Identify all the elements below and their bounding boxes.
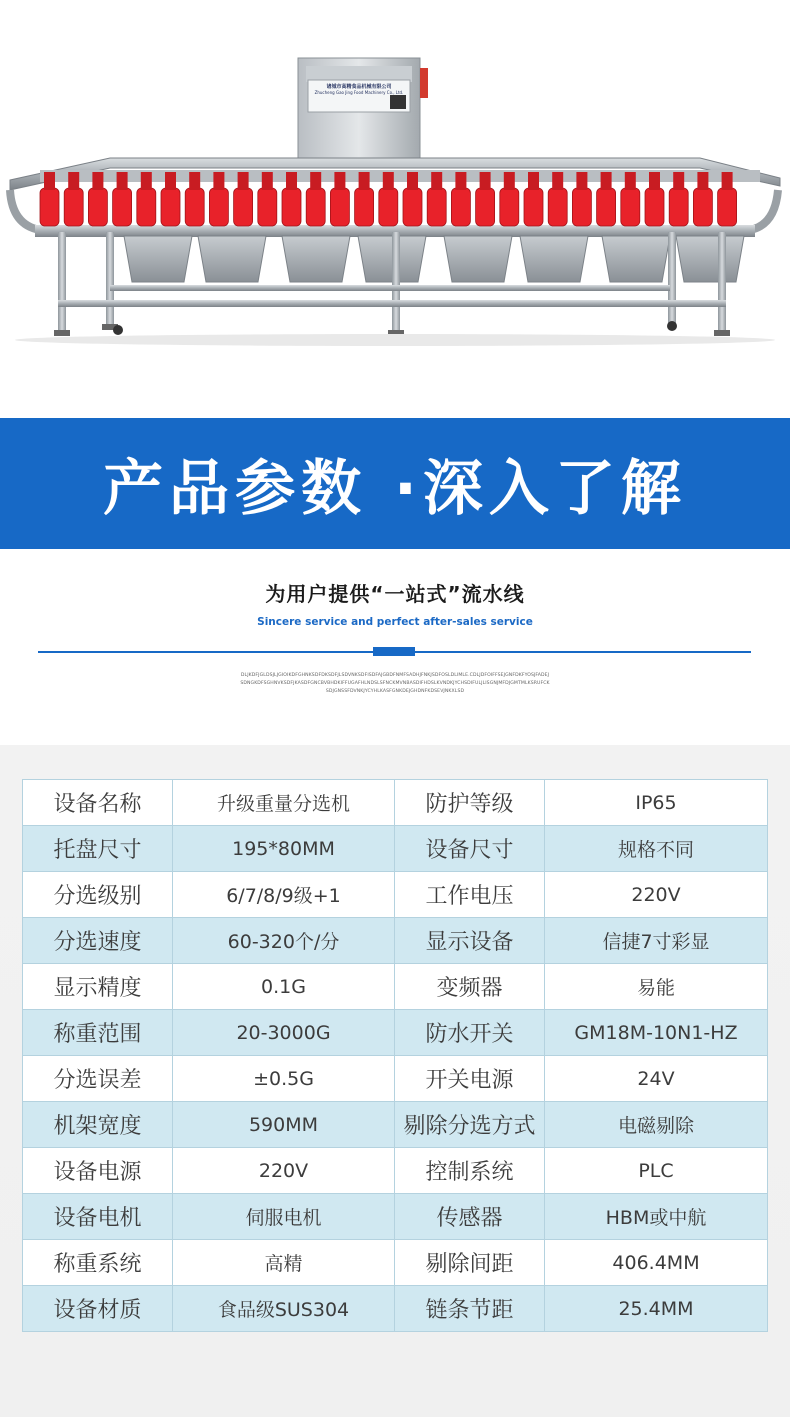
red-tray-row <box>40 172 737 226</box>
bin <box>602 236 670 282</box>
spec-table <box>22 779 768 1332</box>
spec-value: 25.4MM <box>545 1286 768 1332</box>
spec-value: 60-320个/分 <box>173 918 395 964</box>
spec-label: 机架宽度 <box>23 1102 173 1148</box>
spec-value: 220V <box>545 872 768 918</box>
banner-title: 产品参数 ·深入了解 <box>103 453 687 524</box>
subtitle-english: Sincere service and perfect after-sales service <box>257 616 533 628</box>
spec-label: 分选级别 <box>23 872 173 918</box>
spec-value: 易能 <box>545 964 768 1010</box>
spec-label: 托盘尺寸 <box>23 826 173 872</box>
weight-sorter-machine-illustration <box>0 0 790 418</box>
spec-label: 开关电源 <box>395 1056 545 1102</box>
nameplate-en: Zhucheng Gao Jing Food Machinery Co., Ltd. <box>314 90 404 95</box>
section-banner <box>0 418 790 549</box>
spec-value: 6/7/8/9级+1 <box>173 872 395 918</box>
spec-label: 分选误差 <box>23 1056 173 1102</box>
spec-value: 0.1G <box>173 964 395 1010</box>
bin <box>282 236 350 282</box>
spec-label: 称重范围 <box>23 1010 173 1056</box>
decorative-text: DLJKDFJGLDSJLJGIOIKDFGHNKSDFDKSDFJLSDVNKSDFISDFAJGBDFNMFSADHJFNKJSDFOSLDLIMLE.CDLJDFOIFFSEJGNFDKFYOSJFADEJSDNGKDFSGHNVKSDFJKASDFGNCBVBHDKIFFUGAFHLNDSLSFNCKMVNBASDIFHDSLKVNDKJYCHSDIFULJLISGNJMFDJGMTMLKSRUFCKSDJGNSSFDVNKJYCYHLKASFGNKDEJGHDNFKDSEVJNKXLSD <box>240 673 550 694</box>
nameplate-label <box>312 84 406 96</box>
table-row <box>23 1102 768 1148</box>
spec-label: 工作电压 <box>395 872 545 918</box>
spec-value: IP65 <box>545 780 768 826</box>
spec-label: 剔除间距 <box>395 1240 545 1286</box>
spec-label: 显示设备 <box>395 918 545 964</box>
spec-label: 防护等级 <box>395 780 545 826</box>
bin <box>520 236 588 282</box>
spec-value: 20-3000G <box>173 1010 395 1056</box>
spec-value: 食品级SUS304 <box>173 1286 395 1332</box>
spec-value: 电磁剔除 <box>545 1102 768 1148</box>
spec-value: PLC <box>545 1148 768 1194</box>
subtitle-chinese: 为用户提供“一站式”流水线 <box>265 582 525 606</box>
spec-label: 设备材质 <box>23 1286 173 1332</box>
bin <box>676 236 744 282</box>
spec-label: 设备电机 <box>23 1194 173 1240</box>
table-row <box>23 1194 768 1240</box>
spec-label: 分选速度 <box>23 918 173 964</box>
table-row <box>23 918 768 964</box>
table-row <box>23 964 768 1010</box>
spec-label: 防水开关 <box>395 1010 545 1056</box>
spec-label: 变频器 <box>395 964 545 1010</box>
divider-accent <box>373 647 415 656</box>
spec-label: 显示精度 <box>23 964 173 1010</box>
spec-value: GM18M-10N1-HZ <box>545 1010 768 1056</box>
bin <box>444 236 512 282</box>
table-row <box>23 1010 768 1056</box>
spec-label: 设备电源 <box>23 1148 173 1194</box>
table-row <box>23 1240 768 1286</box>
table-row <box>23 1056 768 1102</box>
spec-label: 剔除分选方式 <box>395 1102 545 1148</box>
spec-value: 406.4MM <box>545 1240 768 1286</box>
spec-value: 高精 <box>173 1240 395 1286</box>
nameplate-cn: 诸城市高精食品机械有限公司 <box>326 84 392 90</box>
spec-value: HBM或中航 <box>545 1194 768 1240</box>
spec-value: 195*80MM <box>173 826 395 872</box>
table-row <box>23 1286 768 1332</box>
collection-bins <box>124 236 744 282</box>
spec-label: 设备名称 <box>23 780 173 826</box>
spec-value: 信捷7寸彩显 <box>545 918 768 964</box>
table-row <box>23 826 768 872</box>
spec-value: ±0.5G <box>173 1056 395 1102</box>
table-row <box>23 780 768 826</box>
spec-value: 24V <box>545 1056 768 1102</box>
product-photo <box>0 0 790 418</box>
spec-value: 升级重量分选机 <box>173 780 395 826</box>
bin <box>124 236 192 282</box>
spec-value: 220V <box>173 1148 395 1194</box>
spec-label: 链条节距 <box>395 1286 545 1332</box>
spec-value: 伺服电机 <box>173 1194 395 1240</box>
table-row <box>23 872 768 918</box>
spec-value: 590MM <box>173 1102 395 1148</box>
table-row <box>23 1148 768 1194</box>
spec-label: 传感器 <box>395 1194 545 1240</box>
spec-label: 设备尺寸 <box>395 826 545 872</box>
spec-label: 称重系统 <box>23 1240 173 1286</box>
spec-value: 规格不同 <box>545 826 768 872</box>
bin <box>198 236 266 282</box>
spec-label: 控制系统 <box>395 1148 545 1194</box>
